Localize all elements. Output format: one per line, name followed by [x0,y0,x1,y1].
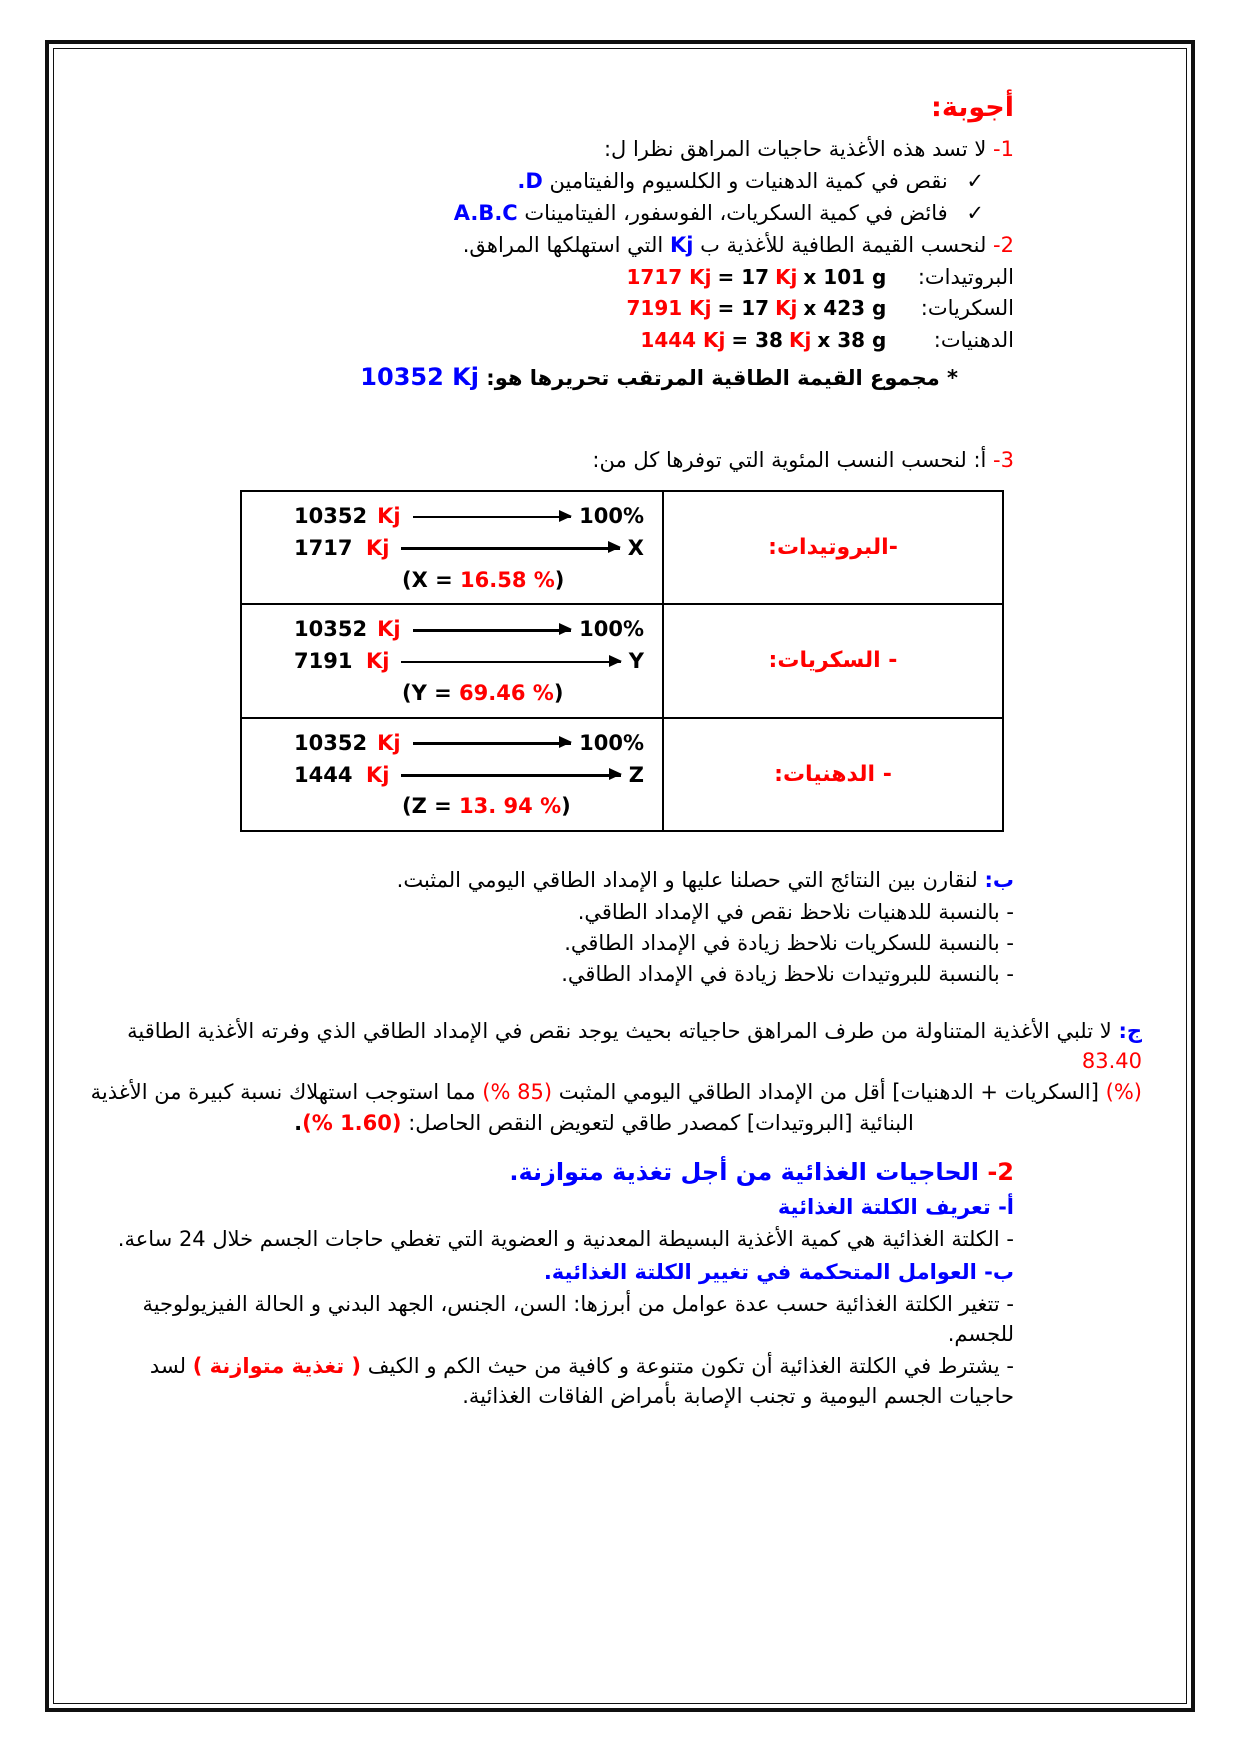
balanced-diet-highlight: ( تغذية متوازنة ) [192,1353,362,1378]
answer2-intro [106,231,1014,261]
formula-kj-unit: Kj [775,296,798,321]
formula-kj-unit: Kj [788,328,812,353]
answer3c-line3 [66,1109,1142,1139]
section2-sub-a: أ- تعريف الكلتة الغذائية [777,1194,1014,1219]
answer3c-paragraph [66,1017,1142,1138]
answer3c-line2 [66,1078,1142,1108]
section2-heading [106,1155,1014,1189]
answer3c-line2-text-a: [السكريات + الدهنيات] أقل من الإمداد الطاقي اليومي المثبت [558,1080,1099,1105]
right-arrow-icon [413,629,572,632]
definition-bullet: - الكلتة الغذائية هي كمية الأغذية البسيطة المعدنية و العضوية التي تغطي حاجات الجسم خلال 24 ساعة. [117,1226,1014,1251]
document-content [54,49,1186,1411]
right-arrow-icon [413,516,572,519]
unknown-var: X [627,535,644,560]
page-inner-border [53,48,1187,1704]
formula-mid: = 17 [717,296,770,321]
answer3b-marker: ب: [984,868,1014,893]
value-kj: 1717 [294,535,353,560]
answer3a-intro [106,446,1014,476]
balanced-diet-bullet [106,1352,1014,1412]
result-open: (Y = [402,680,452,705]
formula-result: 1717 Kj [626,264,712,289]
answer3b-text: لنقارن بين النتائج التي حصلنا عليها و الإمداد الطاقي اليومي المثبت. [396,868,978,893]
total-kj: 10352 [294,617,368,642]
answer1-number: 1- [993,137,1014,162]
answer3a-number: 3- [993,448,1014,473]
check-icon: ✓ [966,169,984,194]
row-calc-fats [241,718,663,831]
answer3b-intro [106,866,1014,896]
table-row-proteins [241,491,1003,604]
energy-calc-sugars [106,294,1014,324]
unknown-var: Z [628,762,644,787]
answer3c-line1 [66,1017,1142,1077]
row-label-proteins: -البروتيدات: [663,491,1003,604]
section2-title-text: الحاجيات الغذائية من أجل تغذية متوازنة. [509,1157,979,1186]
calc-result [402,679,646,709]
formula-label-sugars: السكريات: [920,296,1014,321]
result-close: ) [554,567,565,592]
row-label-fats: - الدهنيات: [663,718,1003,831]
row-calc-proteins [241,491,663,604]
factors-bullet: - تتغير الكلتة الغذائية حسب عدة عوامل من أبرزها: السن، الجنس، الجهد البدني و الحالة الفيزيولوجية للجسم. [142,1292,1014,1347]
row-label-sugars: - السكريات: [663,604,1003,717]
final-period: . [294,1110,303,1135]
answer1-intro [106,135,1014,165]
calc-result [402,566,646,596]
result-value: 13. 94 % [459,794,562,819]
answer1-item-1 [106,167,984,197]
kj-unit: Kj [366,535,390,560]
answer3c-line1-text: لا تلبي الأغذية المتناولة من طرف المراهق حاجياته بحيث يوجد نقص في الإمداد الطاقي الذي وفرته الأغذية الطاقية [127,1019,1112,1044]
answer3c-line3-text: البنائية [البروتيدات] كمصدر طاقي لتعويض النقص الحاصل: [408,1110,914,1135]
calc-line-total [294,502,644,532]
formula-mid: = 38 [731,328,783,353]
check-icon: ✓ [966,200,984,225]
percent-sign: (%) [1105,1080,1142,1105]
row-calc-sugars [241,604,663,717]
calc-result [402,792,646,822]
energy-total-value: 10352 Kj [360,363,479,392]
answer2-intro-text-b: التي استهلكها المراهق. [462,232,664,257]
percentage-calculation-table [240,490,1004,832]
value-kj: 7191 [294,649,353,674]
formula-equation-proteins [624,265,890,289]
balanced-diet-text-a: - يشترط في الكلتة الغذائية أن تكون متنوعة و كافية من حيث الكم و الكيف [367,1353,1014,1378]
energy-total-line [106,360,958,394]
answer3c-line2-text-b: مما استوجب استهلاك نسبة كبيرة من الأغذية [90,1080,476,1105]
result-value: 69.46 % [459,680,554,705]
energy-total-label: * مجموع القيمة الطاقية المرتقب تحريرها هو: [486,366,958,391]
percent-100: 100% [579,730,644,755]
page-border-frame [45,40,1195,1712]
answer2-intro-text-a: لنحسب القيمة الطافية للأغذية ب [700,232,987,257]
vitamin-d-highlight: D. [517,169,543,194]
answer1-intro-text: لا تسد هذه الأغذية حاجيات المراهق نظرا ل: [603,137,987,162]
kj-unit: Kj [366,762,390,787]
unknown-var: Y [628,649,644,674]
result-close: ) [553,680,564,705]
total-kj: 10352 [294,503,368,528]
formula-label-proteins: البروتيدات: [917,264,1014,289]
calc-line-value [294,647,644,677]
formula-label-fats: الدهنيات: [933,328,1014,353]
result-close: ) [561,794,571,819]
right-arrow-icon [401,661,620,664]
formula-mult: x 423 g [803,296,887,321]
comparison-item-fats: - بالنسبة للدهنيات نلاحظ نقص في الإمداد الطاقي. [577,900,1014,925]
result-open: (X = [402,567,453,592]
right-arrow-icon [401,774,620,777]
comparison-item-sugars: - بالنسبة للسكريات نلاحظ زيادة في الإمداد الطاقي. [564,930,1014,955]
formula-result: 1444 Kj [640,328,726,353]
table-row-sugars [241,604,1003,717]
kj-unit: Kj [366,649,390,674]
calc-line-value [294,534,644,564]
answer3a-text: أ: لنحسب النسب المئوية التي توفرها كل من: [592,448,987,473]
formula-equation-sugars [624,296,890,320]
formula-kj-unit: Kj [775,264,798,289]
calc-line-total [294,729,644,759]
section2-sub-b: ب- العوامل المتحكمة في تغيير الكلتة الغذائية. [543,1260,1014,1285]
answer3c-marker: ج: [1118,1019,1142,1044]
answer1-item1-text: نقص في كمية الدهنيات و الكلسيوم والفيتامين [549,169,948,194]
formula-equation-fats [637,328,889,352]
formula-mult: x 101 g [803,264,887,289]
formula-mult: x 38 g [817,328,887,353]
formula-result: 7191 Kj [626,296,712,321]
kj-unit-highlight: Kj [669,232,694,257]
energy-calc-proteins [106,263,1014,293]
answer2-number: 2- [993,232,1014,257]
comparison-item-proteins: - بالنسبة للبروتيدات نلاحظ زيادة في الإمداد الطاقي. [561,961,1014,986]
table-row-fats [241,718,1003,831]
vitamins-abc-highlight: A.B.C [453,200,518,225]
kj-unit: Kj [377,617,401,642]
calc-line-value [294,761,644,791]
right-arrow-icon [401,547,619,550]
percent-100: 100% [579,617,644,642]
calc-line-total [294,615,644,645]
answer1-item-2 [106,199,984,229]
percent-100: 100% [579,503,644,528]
total-kj: 10352 [294,730,368,755]
result-open: (Z = [402,794,452,819]
energy-calc-fats [106,326,1014,356]
answers-title: أجوبة: [931,92,1014,123]
answer1-item2-text: فائض في كمية السكريات، الفوسفور، الفيتامينات [524,200,948,225]
value-83-40: 83.40 [1081,1049,1142,1074]
section2-number: 2- [987,1157,1014,1186]
value-kj: 1444 [294,762,353,787]
kj-unit: Kj [377,730,401,755]
balanced-diet-text-b: لسد حاجيات الجسم اليومية و تجنب الإصابة بأمراض الفاقات الغذائية. [149,1353,1014,1408]
right-arrow-icon [413,742,572,745]
value-1-60-percent: (% 1.60) [302,1110,402,1135]
formula-mid: = 17 [717,264,770,289]
result-value: 16.58 % [460,567,555,592]
value-85-percent: (% 85) [482,1080,553,1105]
kj-unit: Kj [377,503,401,528]
